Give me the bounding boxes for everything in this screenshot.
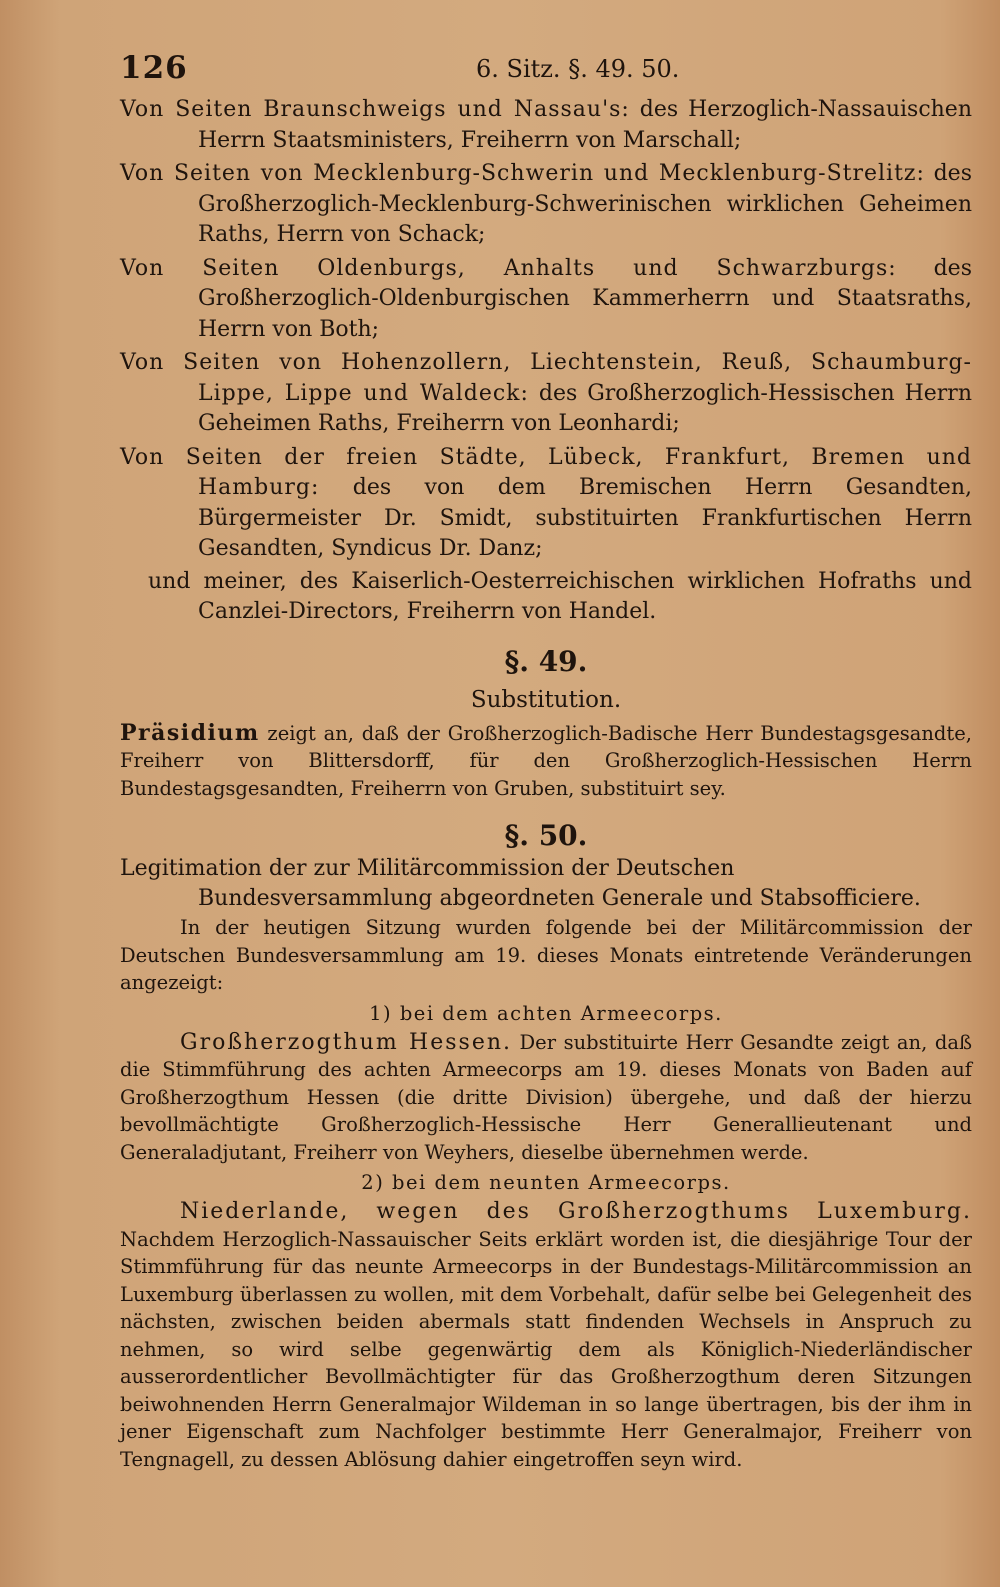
section-49-paragraph [120,720,972,803]
entry-lead: Von Seiten Oldenburgs, Anhalts und Schwarzburgs: [120,255,897,281]
entry-lead: Von Seiten der freien Städte, Lübeck, Frankfurt, Bremen und Hamburg: [120,444,972,500]
entry-text: des Großherzoglich-Hessischen Herrn Geheimen Raths, Freiherrn von Leonhardi; [198,380,972,436]
section-50-intro: In der heutigen Sitzung wurden folgende bei der Militärcommission der Deutschen Bundesversammlung am 19. dieses Monats eintretende Veränderungen angezeigt: [120,916,972,994]
para1-lead: Großherzogthum Hessen. [180,1029,512,1055]
delegation-entry [120,95,972,156]
section-50-para2 [120,1198,972,1473]
section-49-text: zeigt an, daß der Großherzoglich-Badische Herr Bundestagsgesandte, Freiherr von Blittersdorff, für den Großherzoglich-Hessischen Herrn Bundestagsgesandten, Freiherrn von Gruben, substituirt sey. [120,721,972,800]
entry-text: des von dem Bremischen Herrn Gesandten, Bürgermeister Dr. Smidt, substituirten Frankfurtischen Herrn Gesandten, Syndicus Dr. Danz; [198,475,972,561]
section-50-para1 [120,1029,972,1167]
section-49-title: Substitution. [470,686,622,713]
section-50-number: §. 50. [504,819,588,852]
section-49-number: §. 49. [504,644,588,678]
section-50-title: Legitimation der zur Militärcommission der Deutschen Bundesversammlung abgeordneten Generale und Stabsofficiere. [120,856,921,911]
entry-lead: Von Seiten von Hohenzollern, Liechtenstein, Reuß, Schaumburg-Lippe, Lippe und Waldeck: [120,350,972,406]
delegation-entry [120,254,972,346]
page-header [0,50,1000,90]
section-49-lead: Präsidium [120,719,260,746]
page-number: 126 [120,50,188,86]
section-50-sub2: 2) bei dem neunten Armeecorps. [361,1171,731,1194]
para2-text: Nachdem Herzoglich-Nassauischer Seits erklärt worden ist, die diesjährige Tour der Stimmführung für das neunte Armeecorps in der Bundestags-Militärcommission an Luxemburg überlassen zu wollen, mit dem Vorbehalt, dafür selbe bei Gelegenheit des nächsten, zwischen beiden abermals statt findenden Wechsels in Anspruch zu nehmen, so wird selbe gegenwärtig dem als Königlich-Niederländischer ausserordentlicher Bevollmächtigter für das Großherzogthum deren Sitzungen beiwohnenden Herrn Generalmajor Wildeman in so lange übertragen, bis der ihm in jener Eigenschaft zum Nachfolger bestimmte Herr Generalmajor, Freiherr von Tengnagell, zu dessen Ablösung dahier eingetroffen seyn wird. [120,1227,972,1471]
entry-text: des Großherzoglich-Oldenburgischen Kammerherrn und Staatsraths, Herrn von Both; [198,255,972,342]
section-50-sub1: 1) bei dem achten Armeecorps. [369,1001,723,1025]
delegation-entry [120,159,972,251]
closing-line: und meiner, des Kaiserlich-Oesterreichischen wirklichen Hofraths und Canzlei-Directors, Freiherrn von Handel. [148,568,972,624]
entry-text: des Großherzoglich-Mecklenburg-Schwerinischen wirklichen Geheimen Raths, Herrn von Schack; [198,161,972,247]
entry-text: des Herzoglich-Nassauischen Herrn Staatsministers, Freiherrn von Marschall; [198,97,972,153]
text-body [120,95,972,1473]
entry-lead: Von Seiten von Mecklenburg-Schwerin und Mecklenburg-Strelitz: [120,161,925,186]
para1-text: Der substituirte Herr Gesandte zeigt an, daß die Stimmführung des achten Armeecorps am 19. dieses Monats von Baden auf Großherzogthum Hessen (die dritte Division) übergehe, und daß der hierzu bevollmächtigte Großherzoglich-Hessische Herr Generallieutenant und Generaladjutant, Freiherr von Weyhers, dieselbe übernehmen werde. [120,1030,972,1164]
entry-lead: Von Seiten Braunschweigs und Nassau's: [120,97,630,122]
delegation-entry [120,443,972,565]
delegation-entry [120,348,972,440]
running-head: 6. Sitz. §. 49. 50. [476,55,680,83]
para2-lead: Niederlande, wegen des Großherzogthums Luxemburg. [180,1199,972,1224]
